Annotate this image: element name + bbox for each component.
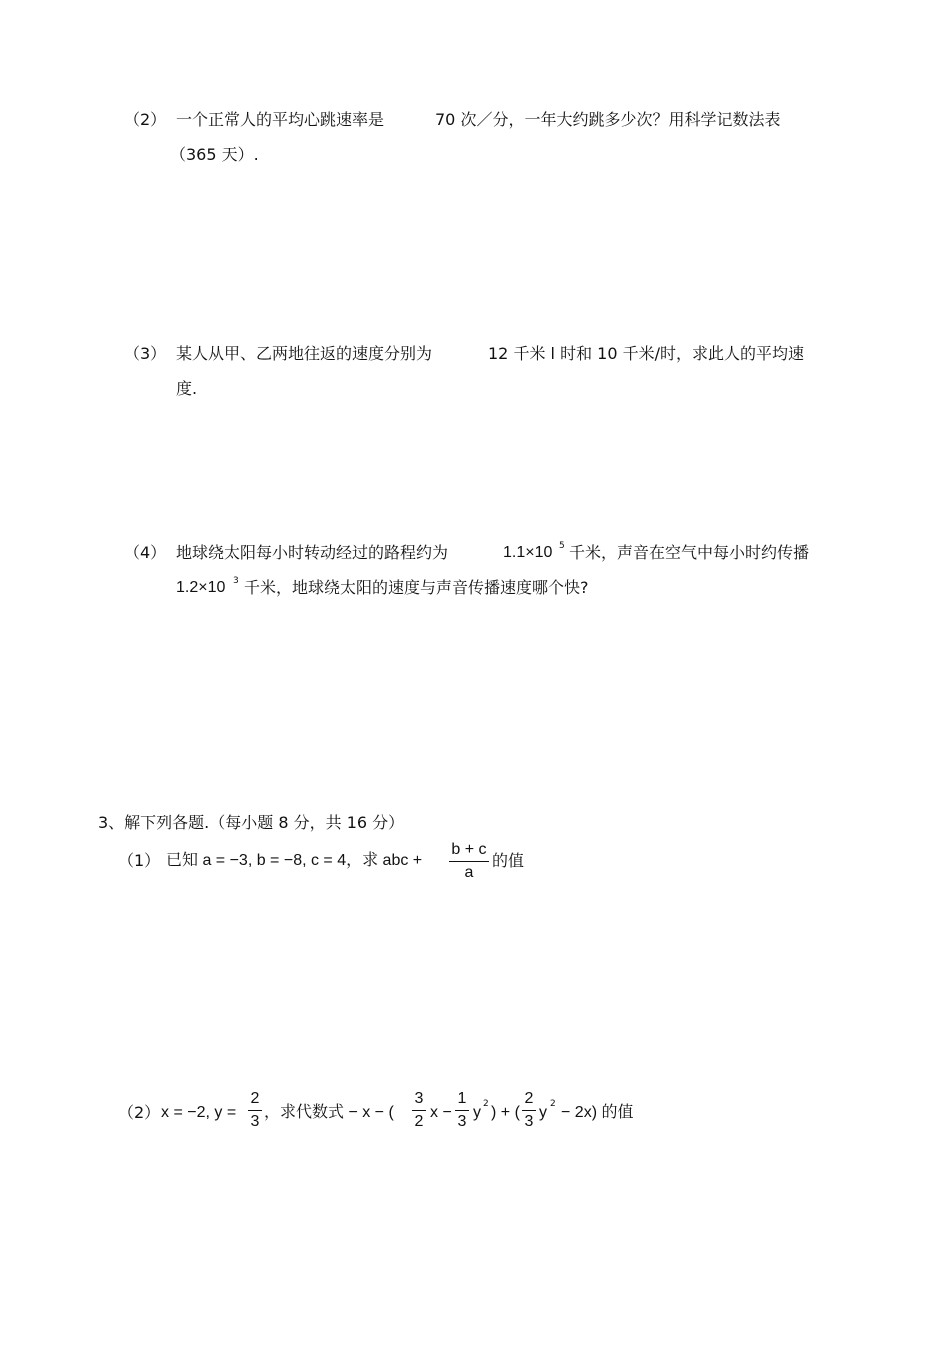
fraction-bar (248, 1110, 262, 1111)
question-4-value-earth-speed: 1.1×10 (503, 544, 553, 561)
fraction-numerator: 3 (414, 1090, 424, 1107)
section-3-question-1-tail: 的值 (492, 851, 525, 870)
fraction-denominator: 3 (457, 1113, 467, 1130)
fraction-bar (412, 1110, 426, 1111)
fraction-numerator: 1 (457, 1090, 467, 1107)
question-2-text-line-2: （365 天）. (170, 145, 259, 164)
section-3-question-2-fraction-3-2 (412, 1090, 426, 1131)
fraction-numerator: b + c (451, 841, 487, 858)
question-2-number: （2） (124, 110, 167, 129)
section-3-question-2-expr-y2: y (539, 1104, 547, 1121)
section-3-question-2-expr-y: y (473, 1104, 481, 1121)
question-4-exponent-5: 5 (559, 541, 565, 551)
section-3-question-2-expr-mid: ) + ( (491, 1104, 520, 1121)
section-3-heading: 3、解下列各题.（每小题 8 分，共 16 分） (98, 813, 405, 832)
fraction-bar (522, 1110, 536, 1111)
section-3-question-2-expr-start: ，求代数式 − x − ( (264, 1104, 394, 1121)
question-3-text-part-2: 12 千米 l 时和 10 千米/时，求此人的平均速 (488, 344, 804, 363)
section-3-question-2-fraction-y (248, 1090, 262, 1131)
fraction-bar (449, 861, 489, 862)
fraction-denominator: 3 (250, 1113, 260, 1130)
fraction-numerator: 2 (524, 1090, 534, 1107)
question-4-number: （4） (124, 543, 167, 562)
question-2-text-part-1: 一个正常人的平均心跳速率是 (176, 110, 385, 129)
question-3-text-part-1: 某人从甲、乙两地往返的速度分别为 (176, 344, 433, 363)
section-3-question-2-exponent-2: 2 (550, 1099, 556, 1109)
question-3-number: （3） (124, 344, 167, 363)
question-4-text-line-2: 千米，地球绕太阳的速度与声音传播速度哪个快? (244, 578, 589, 597)
question-4-text-part-2: 千米，声音在空气中每小时约传播 (569, 543, 810, 562)
section-3-question-2-given: x = −2, y = (161, 1104, 237, 1121)
fraction-denominator: 3 (524, 1113, 534, 1130)
question-2-text-part-2: 70 次／分，一年大约跳多少次？用科学记数法表 (435, 110, 781, 129)
section-3-question-2-fraction-2-3 (522, 1090, 536, 1131)
question-4-value-sound-speed: 1.2×10 (176, 579, 226, 596)
section-3-question-2-expr-x: x − (430, 1104, 452, 1121)
question-3-text-line-2: 度. (176, 379, 198, 398)
section-3-question-1-given: 已知 a = −3, b = −8, c = 4，求 abc + (166, 852, 423, 869)
section-3-question-1-number: （1） (118, 851, 161, 870)
fraction-bar (455, 1110, 469, 1111)
fraction-denominator: a (464, 864, 474, 881)
section-3-question-2-fraction-1-3 (455, 1090, 469, 1131)
fraction-denominator: 2 (414, 1113, 424, 1130)
section-3-question-2-expr-end: − 2x) 的值 (561, 1104, 634, 1121)
question-4-exponent-3: 3 (233, 576, 239, 586)
section-3-question-1-fraction (449, 841, 489, 882)
section-3-question-2-exponent-1: 2 (483, 1099, 489, 1109)
section-3-question-2-number: （2） (118, 1103, 161, 1122)
question-4-text-part-1: 地球绕太阳每小时转动经过的路程约为 (176, 543, 449, 562)
fraction-numerator: 2 (250, 1090, 260, 1107)
